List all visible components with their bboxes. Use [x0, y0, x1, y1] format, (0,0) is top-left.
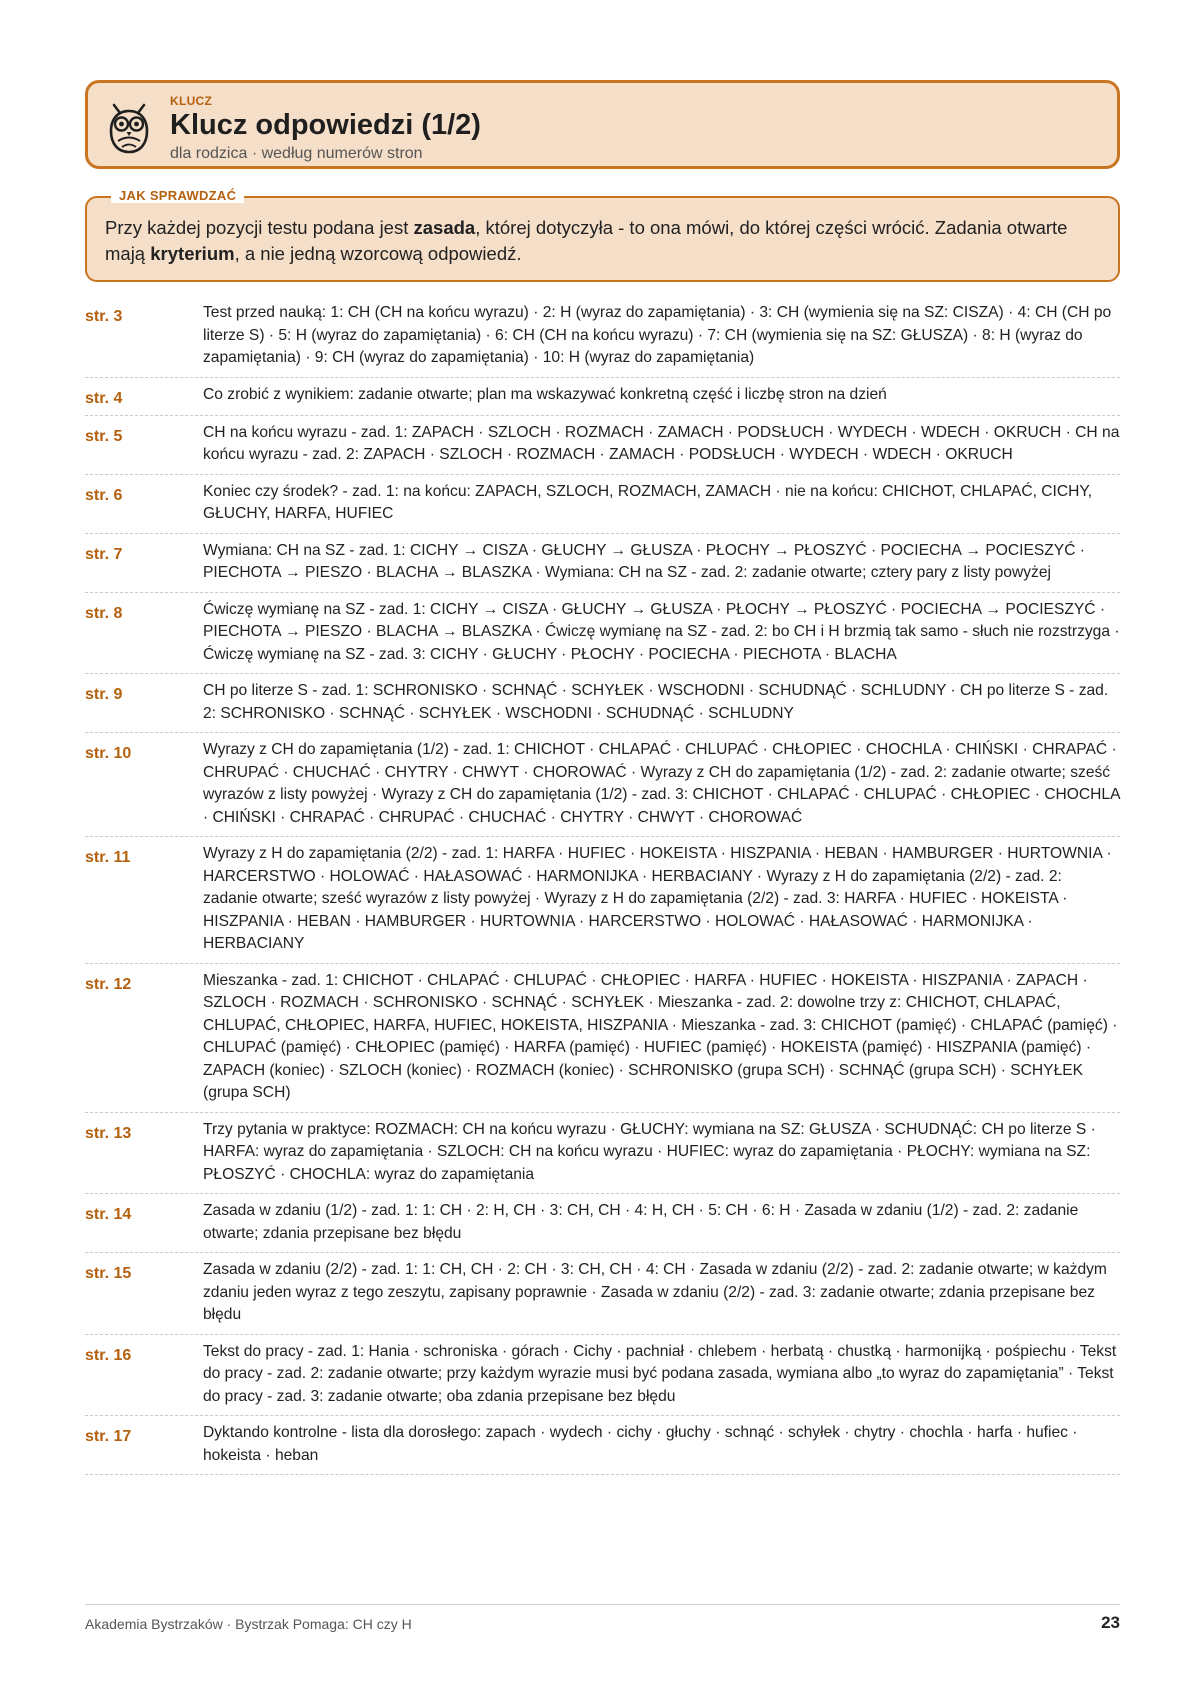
info-box: [85, 188, 1120, 282]
answer-row: [85, 837, 1120, 964]
answer-page-label: str. 10: [85, 745, 132, 762]
info-label: JAK SPRAWDZAĆ: [111, 188, 244, 203]
answer-row: [85, 593, 1120, 675]
answer-text: Co zrobić z wynikiem: zadanie otwarte; plan ma wskazywać konkretną część i liczbę stron na dzień: [203, 385, 887, 403]
answer-row: [85, 733, 1120, 837]
answer-text: CH na końcu wyrazu - zad. 1: ZAPACH · SZLOCH · ROZMACH · ZAMACH · PODSŁUCH · WYDECH · WDECH · OKRUCH · CH na końcu wyrazu - zad. 2: ZAPACH · SZLOCH · ROZMACH · ZAMACH · PODSŁUCH · WYDECH · WDECH · OKRUCH: [203, 423, 1120, 463]
answer-page-label: str. 6: [85, 486, 123, 504]
answer-page-label: str. 11: [85, 849, 131, 866]
answer-row: [85, 674, 1120, 733]
answer-row: [85, 1416, 1120, 1475]
page-title: Klucz odpowiedzi (1/2): [170, 109, 481, 141]
answer-text: Tekst do pracy - zad. 1: Hania · schroniska · górach · Cichy · pachniał · chlebem · herbatą · chustką · harmonijką · pośpiechu · Tekst do pracy - zad. 2: zadanie otwarte; przy każdym wyrazie musi być podana zasada, wymiana albo „to wyraz do zapamiętania” · Tekst do pracy - zad. 3: zadanie otwarte; oba zdania przepisane bez błędu: [203, 1342, 1117, 1405]
answer-text: Ćwiczę wymianę na SZ - zad. 1: CICHY → CISZA · GŁUCHY → GŁUSZA · PŁOCHY → PŁOSZYĆ · POCIECHA → POCIESZYĆ · PIECHOTA → PIESZO · BLACHA → BLASZKA · Ćwiczę wymianę na SZ - zad. 2: bo CH i H brzmią tak samo - słuch nie rozstrzyga · Ćwiczę wymianę na SZ - zad. 3: CICHY · GŁUCHY · PŁOCHY · POCIECHA · PIECHOTA · BLACHA: [203, 600, 1120, 663]
answer-row: [85, 1335, 1120, 1417]
footer-divider: [85, 1604, 1120, 1605]
answer-page-label: str. 7: [85, 545, 123, 563]
answer-page-label: str. 16: [85, 1346, 132, 1364]
info-bold-rule: zasada: [413, 217, 476, 238]
info-text: [105, 215, 1100, 267]
answer-page-label: str. 9: [85, 686, 123, 703]
owl-icon: [106, 99, 152, 155]
answer-row: [85, 378, 1120, 416]
answer-text: Mieszanka - zad. 1: CHICHOT · CHLAPAĆ · CHLUPAĆ · CHŁOPIEC · HARFA · HUFIEC · HOKEISTA · HISZPANIA · ZAPACH · SZLOCH · ROZMACH · SCHRONISKO · SCHNĄĆ · SCHYŁEK · Mieszanka - zad. 2: dowolne trzy z: CHICHOT, CHLAPAĆ, CHLUPAĆ, CHŁOPIEC, HARFA, HUFIEC, HOKEISTA, HISZPANIA · Mieszanka - zad. 3: CHICHOT (pamięć) · CHLAPAĆ (pamięć) · CHLUPAĆ (pamięć) · CHŁOPIEC (pamięć) · HARFA (pamięć) · HUFIEC (pamięć) · HOKEISTA (pamięć) · HISZPANIA (pamięć) · ZAPACH (koniec) · SZLOCH (koniec) · ROZMACH (koniec) · SCHRONISKO (grupa SCH) · SCHNĄĆ (grupa SCH) · SCHYŁEK (grupa SCH): [203, 971, 1118, 1101]
answer-row: [85, 534, 1120, 593]
answer-row: [85, 1113, 1120, 1195]
answer-row: [85, 475, 1120, 534]
answer-page-label: str. 12: [85, 975, 132, 993]
answer-text: Wyrazy z CH do zapamiętania (1/2) - zad. 1: CHICHOT · CHLAPAĆ · CHLUPAĆ · CHŁOPIEC · CHOCHLA · CHIŃSKI · CHRAPAĆ · CHRUPAĆ · CHUCHAĆ · CHYTRY · CHWYT · CHOROWAĆ · Wyrazy z CH do zapamiętania (1/2) - zad. 2: zadanie otwarte; sześć wyrazów z listy powyżej · Wyrazy z CH do zapamiętania (1/2) - zad. 3: CHICHOT · CHLAPAĆ · CHLUPAĆ · CHŁOPIEC · CHOCHLA · CHIŃSKI · CHRAPAĆ · CHRUPAĆ · CHUCHAĆ · CHYTRY · CHWYT · CHOROWAĆ: [203, 741, 1120, 826]
answer-row: [85, 1253, 1120, 1335]
answer-text: Trzy pytania w praktyce: ROZMACH: CH na końcu wyrazu · GŁUCHY: wymiana na SZ: GŁUSZA · SCHUDNĄĆ: CH po literze S · HARFA: wyraz do zapamiętania · SZLOCH: CH na końcu wyrazu · HUFIEC: wyraz do zapamiętania · PŁOCHY: wymiana na SZ: PŁOSZYĆ · CHOCHLA: wyraz do zapamiętania: [203, 1120, 1096, 1183]
page-number: 23: [1101, 1613, 1120, 1632]
answer-page-label: str. 15: [85, 1265, 132, 1282]
answer-page-label: str. 14: [85, 1206, 132, 1223]
info-bold-criterion: kryterium: [150, 243, 235, 264]
answer-page-label: str. 13: [85, 1124, 132, 1142]
answer-row: [85, 296, 1120, 378]
header-box: [85, 80, 1120, 169]
footer-title: Akademia Bystrzaków · Bystrzak Pomaga: CH czy H: [85, 1616, 412, 1632]
answer-text: Test przed nauką: 1: CH (CH na końcu wyrazu) · 2: H (wyraz do zapamiętania) · 3: CH (wymienia się na SZ: CISZA) · 4: CH (CH po literze S) · 5: H (wyraz do zapamiętania) · 6: CH (CH na końcu wyrazu) · 7: CH (wymienia się na SZ: GŁUSZA) · 8: H (wyraz do zapamiętania) · 9: CH (wyraz do zapamiętania) · 10: H (wyraz do zapamiętania): [203, 304, 1112, 366]
answer-text: Koniec czy środek? - zad. 1: na końcu: ZAPACH, SZLOCH, ROZMACH, ZAMACH · nie na końcu: CHICHOT, CHLAPAĆ, CICHY, GŁUCHY, HARFA, HUFIEC: [203, 482, 1093, 522]
answer-page-label: str. 3: [85, 308, 123, 325]
info-text-part: , a nie jedną wzorcową odpowiedź.: [234, 243, 522, 264]
answer-text: Wyrazy z H do zapamiętania (2/2) - zad. 1: HARFA · HUFIEC · HOKEISTA · HISZPANIA · HEBAN · HAMBURGER · HURTOWNIA · HARCERSTWO · HOLOWAĆ · HAŁASOWAĆ · HARMONIJKA · HERBACIANY · Wyrazy z H do zapamiętania (2/2) - zad. 2: zadanie otwarte; sześć wyrazów z listy powyżej · Wyrazy z H do zapamiętania (2/2) - zad. 3: HARFA · HUFIEC · HOKEISTA · HISZPANIA · HEBAN · HAMBURGER · HURTOWNIA · HARCERSTWO · HOLOWAĆ · HAŁASOWAĆ · HARMONIJKA · HERBACIANY: [203, 845, 1112, 952]
answer-list: [85, 296, 1120, 1475]
answer-page-label: str. 17: [85, 1428, 132, 1445]
header-kicker: KLUCZ: [170, 94, 213, 108]
answer-row: [85, 416, 1120, 475]
info-text-part: Przy każdej pozycji testu podana jest: [105, 217, 414, 238]
page-subtitle: dla rodzica · według numerów stron: [170, 145, 423, 162]
answer-page-label: str. 8: [85, 604, 123, 622]
answer-text: Dyktando kontrolne - lista dla dorosłego: zapach · wydech · cichy · głuchy · schnąć · schyłek · chytry · chochla · harfa · hufiec · hokeista · heban: [203, 1424, 1078, 1464]
answer-text: Wymiana: CH na SZ - zad. 1: CICHY → CISZA · GŁUCHY → GŁUSZA · PŁOCHY → PŁOSZYĆ · POCIECHA → POCIESZYĆ · PIECHOTA → PIESZO · BLACHA → BLASZKA · Wymiana: CH na SZ - zad. 2: zadanie otwarte; cztery pary z listy powyżej: [203, 541, 1085, 581]
answer-text: Zasada w zdaniu (1/2) - zad. 1: 1: CH · 2: H, CH · 3: CH, CH · 4: H, CH · 5: CH · 6: H · Zasada w zdaniu (1/2) - zad. 2: zadanie otwarte; zdania przepisane bez błędu: [203, 1202, 1079, 1242]
answer-page-label: str. 4: [85, 389, 123, 407]
answer-text: Zasada w zdaniu (2/2) - zad. 1: 1: CH, CH · 2: CH · 3: CH, CH · 4: CH · Zasada w zdaniu (2/2) - zad. 2: zadanie otwarte; w każdym zdaniu jeden wyraz z tego zeszytu, zapisany poprawnie · Zasada w zdaniu (2/2) - zad. 3: zadanie otwarte; zdania przepisane bez błędu: [203, 1261, 1107, 1323]
info-text-part: , której dotyczyła - to ona mówi, do której części wrócić. Zadania otwarte mają: [105, 217, 1068, 264]
answer-page-label: str. 5: [85, 427, 123, 445]
answer-row: [85, 964, 1120, 1113]
answer-text: CH po literze S - zad. 1: SCHRONISKO · SCHNĄĆ · SCHYŁEK · WSCHODNI · SCHUDNĄĆ · SCHLUDNY · CH po literze S - zad. 2: SCHRONISKO · SCHNĄĆ · SCHYŁEK · WSCHODNI · SCHUDNĄĆ · SCHLUDNY: [203, 682, 1109, 722]
answer-row: [85, 1194, 1120, 1253]
